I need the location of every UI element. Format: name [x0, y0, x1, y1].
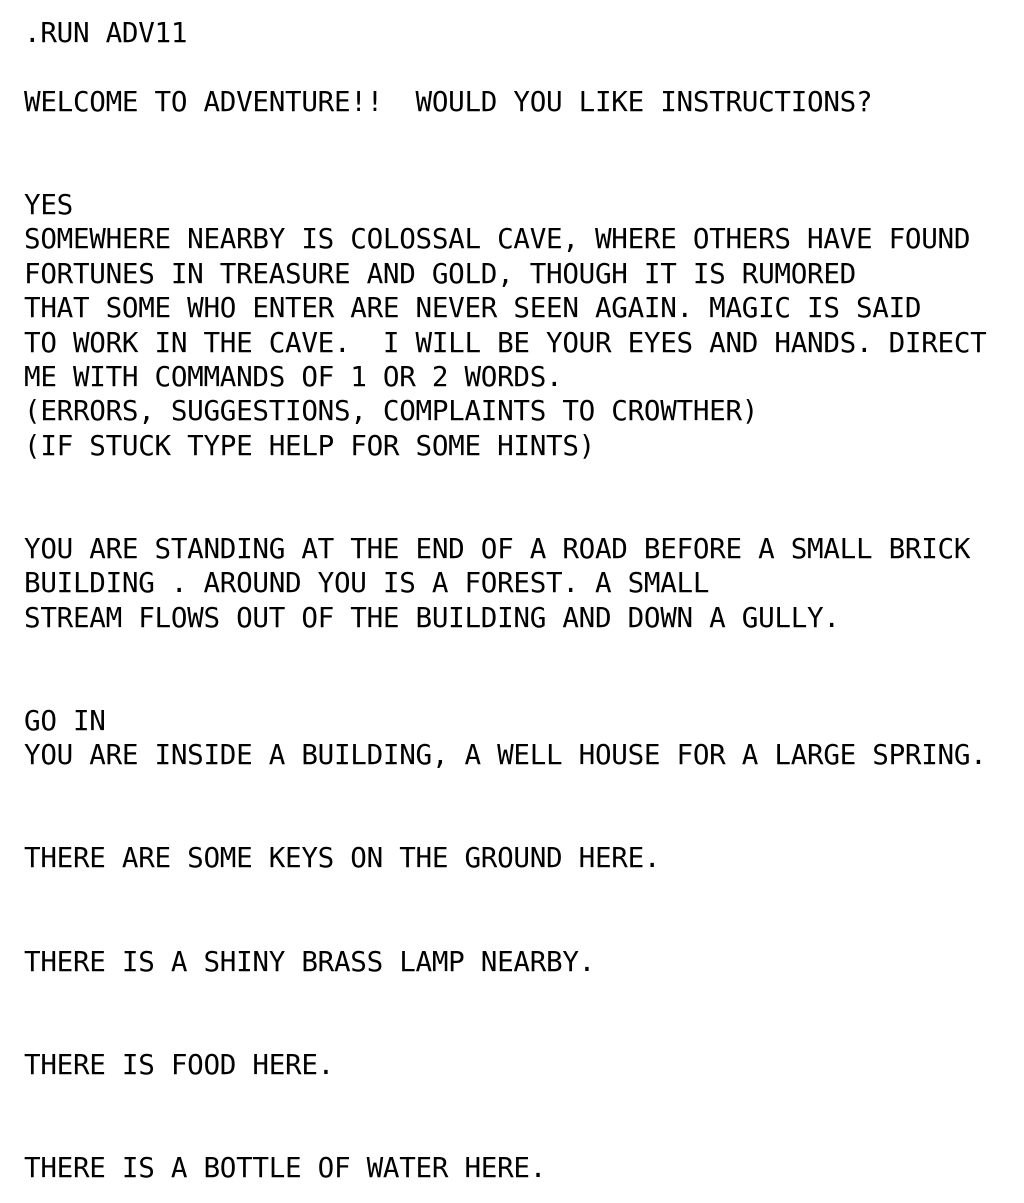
- terminal-line: FORTUNES IN TREASURE AND GOLD, THOUGH IT IS RUMORED: [24, 256, 856, 290]
- terminal-line: THERE IS A BOTTLE OF WATER HERE.: [24, 1150, 547, 1184]
- terminal-line: (IF STUCK TYPE HELP FOR SOME HINTS): [24, 428, 595, 462]
- terminal-line: GO IN: [24, 703, 106, 737]
- terminal-line: [24, 1013, 1014, 1047]
- terminal-line: .RUN ADV11: [24, 16, 188, 49]
- terminal-line: THERE IS FOOD HERE.: [24, 1047, 334, 1081]
- terminal-line: THERE IS A SHINY BRASS LAMP NEARBY.: [24, 944, 595, 978]
- terminal-line: STREAM FLOWS OUT OF THE BUILDING AND DOWN A GULLY.: [24, 600, 840, 634]
- terminal-line: [24, 50, 1014, 84]
- terminal-line: [24, 773, 1014, 807]
- terminal-line: TO WORK IN THE CAVE. I WILL BE YOUR EYES AND HANDS. DIRECT: [24, 325, 987, 359]
- terminal-line: [24, 635, 1014, 669]
- terminal-line: ME WITH COMMANDS OF 1 OR 2 WORDS.: [24, 359, 563, 393]
- terminal-line: BUILDING . AROUND YOU IS A FOREST. A SMALL: [24, 566, 710, 600]
- terminal-line: [24, 1117, 1014, 1151]
- terminal-line: [24, 807, 1014, 841]
- terminal-output: [24, 16, 1014, 1185]
- terminal-line: YES: [24, 187, 73, 221]
- terminal-line: [24, 979, 1014, 1013]
- terminal-line: THERE ARE SOME KEYS ON THE GROUND HERE.: [24, 841, 661, 875]
- terminal-line: YOU ARE INSIDE A BUILDING, A WELL HOUSE FOR A LARGE SPRING.: [24, 738, 987, 772]
- terminal-line: [24, 1082, 1014, 1116]
- terminal-line: THAT SOME WHO ENTER ARE NEVER SEEN AGAIN. MAGIC IS SAID: [24, 291, 922, 325]
- terminal-line: [24, 119, 1014, 153]
- terminal-line: [24, 910, 1014, 944]
- terminal-line: [24, 876, 1014, 910]
- terminal-line: [24, 154, 1014, 188]
- terminal-line: YOU ARE STANDING AT THE END OF A ROAD BEFORE A SMALL BRICK: [24, 531, 971, 565]
- terminal-line: [24, 669, 1014, 703]
- terminal-line: [24, 463, 1014, 497]
- terminal-line: (ERRORS, SUGGESTIONS, COMPLAINTS TO CROWTHER): [24, 394, 759, 428]
- terminal-line: [24, 497, 1014, 531]
- terminal-line: WELCOME TO ADVENTURE!! WOULD YOU LIKE INSTRUCTIONS?: [24, 84, 873, 118]
- terminal-line: SOMEWHERE NEARBY IS COLOSSAL CAVE, WHERE OTHERS HAVE FOUND: [24, 222, 971, 256]
